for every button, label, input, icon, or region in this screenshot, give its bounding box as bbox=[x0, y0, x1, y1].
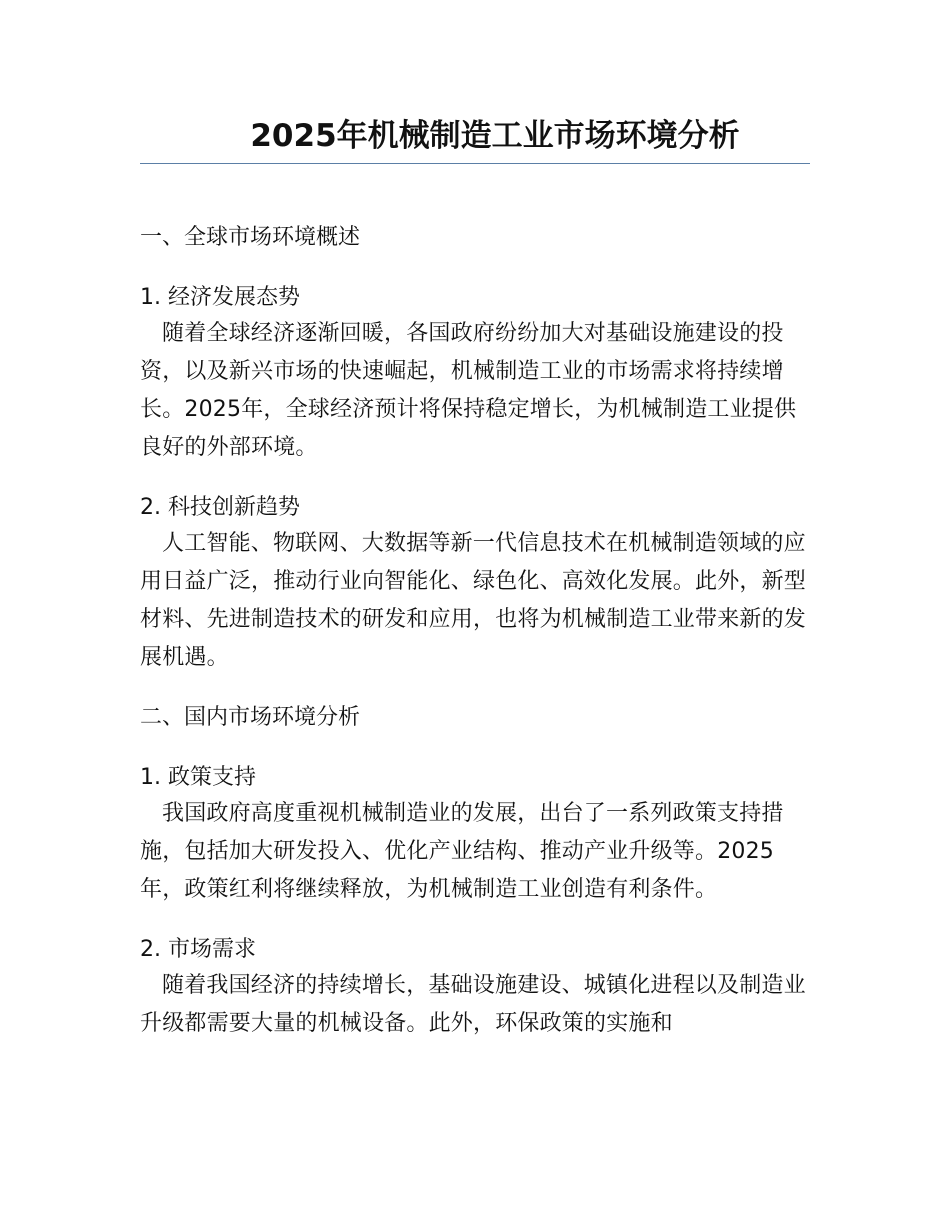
section-global-market bbox=[140, 219, 810, 677]
section-heading: 二、国内市场环境分析 bbox=[140, 705, 361, 730]
document-title: 2025年机械制造工业市场环境分析 bbox=[250, 118, 740, 154]
title-divider bbox=[140, 163, 810, 164]
subsection-heading: 2. 科技创新趋势 bbox=[140, 495, 300, 520]
subsection-heading: 1. 经济发展态势 bbox=[140, 285, 300, 310]
subsection-heading: 2. 市场需求 bbox=[140, 937, 256, 962]
section-domestic-market bbox=[140, 699, 810, 1043]
section-heading: 一、全球市场环境概述 bbox=[140, 225, 361, 250]
subsection-heading: 1. 政策支持 bbox=[140, 765, 256, 790]
paragraph: 随着我国经济的持续增长，基础设施建设、城镇化进程以及制造业升级都需要大量的机械设备。此外，环保政策的实施和 bbox=[140, 973, 806, 1036]
paragraph: 人工智能、物联网、大数据等新一代信息技术在机械制造领域的应用日益广泛，推动行业向智能化、绿色化、高效化发展。此外，新型材料、先进制造技术的研发和应用，也将为机械制造工业带来新的发展机遇。 bbox=[140, 531, 807, 670]
document-body bbox=[140, 219, 810, 1065]
paragraph: 随着全球经济逐渐回暖，各国政府纷纷加大对基础设施建设的投资，以及新兴市场的快速崛起，机械制造工业的市场需求将持续增长。2025年，全球经济预计将保持稳定增长，为机械制造工业提供良好的外部环境。 bbox=[140, 321, 797, 460]
paragraph: 我国政府高度重视机械制造业的发展，出台了一系列政策支持措施，包括加大研发投入、优化产业结构、推动产业升级等。2025年，政策红利将继续释放，为机械制造工业创造有利条件。 bbox=[140, 801, 784, 902]
